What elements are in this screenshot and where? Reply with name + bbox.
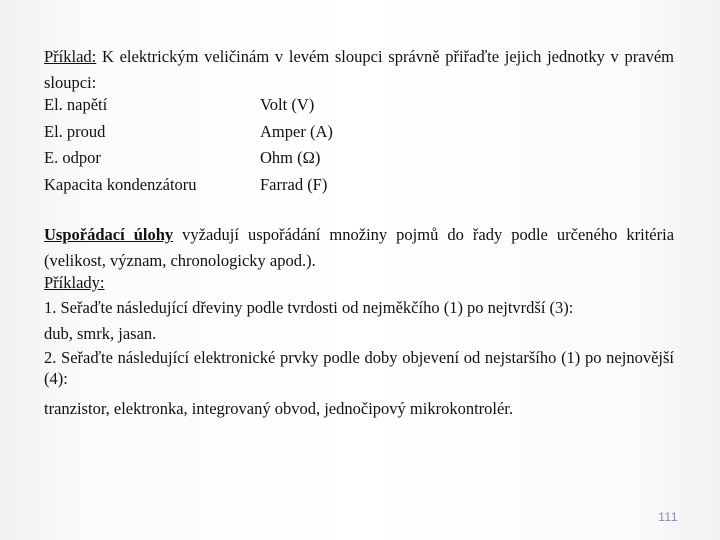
example-2-instruction: 2. Seřaďte následující elektronické prvky podle doby objevení od nejstaršího (1) po nejnovější (4): bbox=[44, 348, 674, 388]
quantity-label: El. proud bbox=[44, 121, 106, 141]
quantity-label: E. odpor bbox=[44, 148, 101, 167]
unit-label: Farrad (F) bbox=[260, 174, 328, 194]
example-2-items-block bbox=[44, 396, 674, 422]
example-2-items: tranzistor, elektronka, integrovaný obvod, jednočipový mikrokontrolér. bbox=[44, 399, 514, 418]
pair-row bbox=[44, 145, 364, 172]
example-1-instruction: 1. Seřaďte následující dřeviny podle tvrdosti od nejměkčího (1) po nejtvrdší (3): bbox=[44, 298, 574, 317]
unit-label: Ohm (Ω) bbox=[260, 148, 321, 167]
task2-definition bbox=[44, 222, 674, 274]
unit-label: Volt (V) bbox=[260, 95, 315, 114]
quantity-label: Kapacita kondenzátoru bbox=[44, 174, 197, 194]
quantity-unit-list bbox=[44, 92, 364, 198]
pair-row bbox=[44, 92, 364, 119]
task2-definition-text: vyžadují uspořádání množiny pojmů do řady podle určeného kritéria (velikost, význam, chronologicky apod.). bbox=[44, 225, 675, 270]
page-number: 111 bbox=[658, 510, 678, 524]
examples-heading-block bbox=[44, 270, 674, 296]
quantity-label: El. napětí bbox=[44, 95, 108, 114]
task1-intro bbox=[44, 44, 674, 96]
examples-label: Příklady: bbox=[44, 273, 105, 292]
task1-label: Příklad: bbox=[44, 47, 97, 66]
example-1-items: dub, smrk, jasan. bbox=[44, 324, 157, 343]
task1-text: K elektrickým veličinám v levém sloupci správně přiřaďte jejich jednotky v pravém sloupci: bbox=[44, 47, 674, 92]
pair-row bbox=[44, 119, 364, 146]
task2-term: Uspořádací úlohy bbox=[44, 225, 174, 244]
example-2 bbox=[44, 347, 674, 389]
example-1 bbox=[44, 295, 674, 347]
unit-label: Amper (A) bbox=[260, 121, 333, 141]
pair-row bbox=[44, 172, 364, 199]
